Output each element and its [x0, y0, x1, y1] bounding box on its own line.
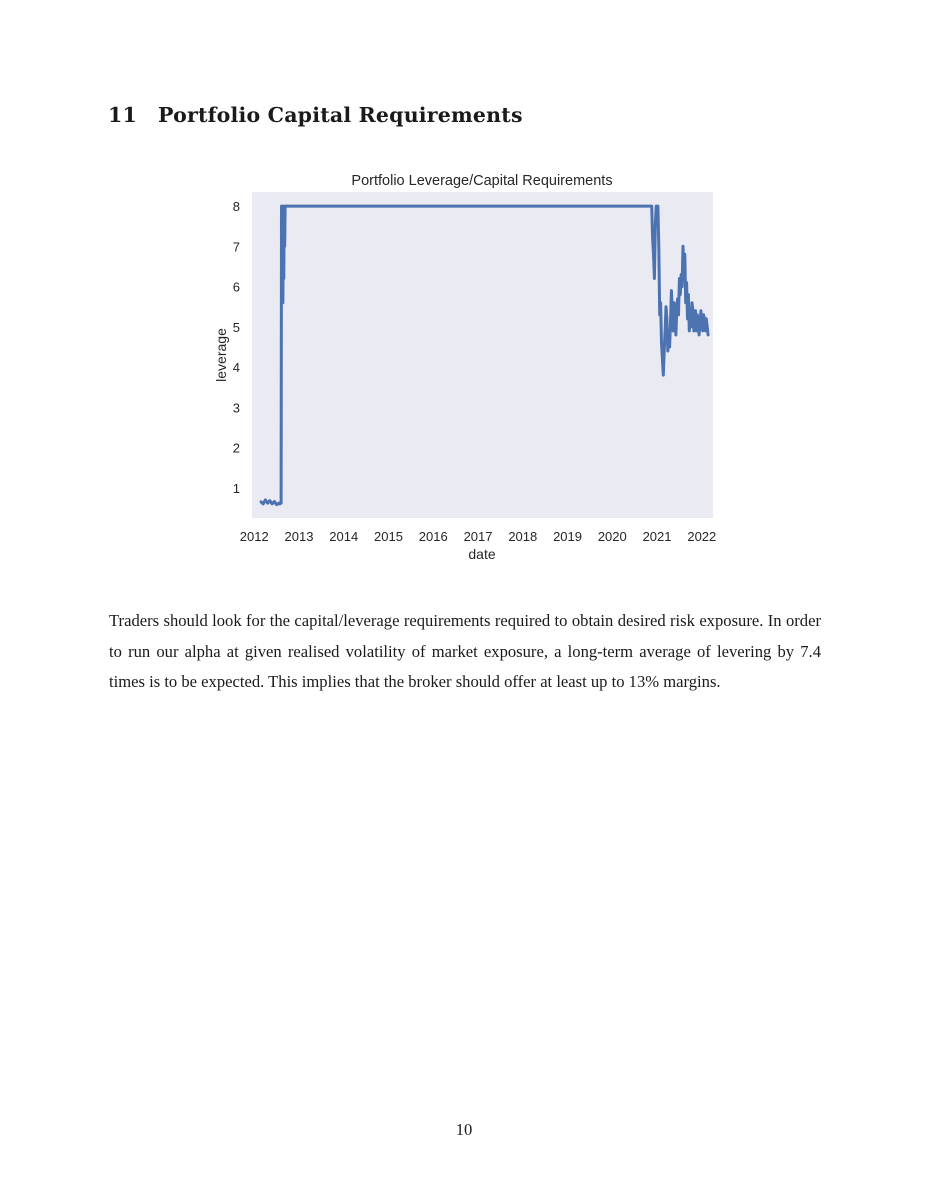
x-tick-label: 2022: [687, 529, 717, 544]
page-number: 10: [455, 1120, 473, 1139]
section-heading: [108, 103, 523, 127]
y-axis-ticks: [233, 199, 240, 496]
x-axis-label: date: [468, 546, 496, 562]
plot-area: [252, 192, 713, 518]
x-tick-label: 2012: [239, 529, 269, 544]
x-tick-label: 2018: [508, 529, 538, 544]
leverage-chart: [200, 165, 730, 570]
section-title: Portfolio Capital Requirements: [158, 103, 523, 127]
y-tick-label: 1: [232, 480, 240, 496]
y-tick-label: 2: [232, 440, 240, 456]
body-paragraph: Traders should look for the capital/leverage requirements required to obtain desired risk exposure. In order to run our alpha at given realised volatility of market exposure, a long-term average of levering by 7.4 times is to be expected. This implies that the broker should offer at least up to 13% margins.: [109, 611, 821, 692]
x-tick-label: 2019: [553, 529, 582, 544]
x-tick-label: 2020: [597, 529, 627, 544]
y-tick-label: 3: [232, 400, 240, 416]
y-tick-label: 6: [232, 279, 240, 295]
x-tick-label: 2014: [329, 529, 359, 544]
x-tick-label: 2021: [642, 529, 672, 544]
x-axis-ticks: [240, 529, 716, 544]
x-tick-label: 2013: [284, 529, 314, 544]
y-tick-label: 7: [232, 239, 240, 255]
y-axis-label: leverage: [213, 328, 229, 382]
x-tick-label: 2016: [418, 529, 448, 544]
y-tick-label: 4: [232, 360, 240, 376]
chart-title: Portfolio Leverage/Capital Requirements: [351, 173, 613, 189]
y-tick-label: 5: [232, 319, 240, 335]
y-tick-label: 8: [232, 199, 240, 215]
x-tick-label: 2015: [374, 529, 403, 544]
x-tick-label: 2017: [463, 529, 493, 544]
section-number: 11: [108, 103, 137, 127]
